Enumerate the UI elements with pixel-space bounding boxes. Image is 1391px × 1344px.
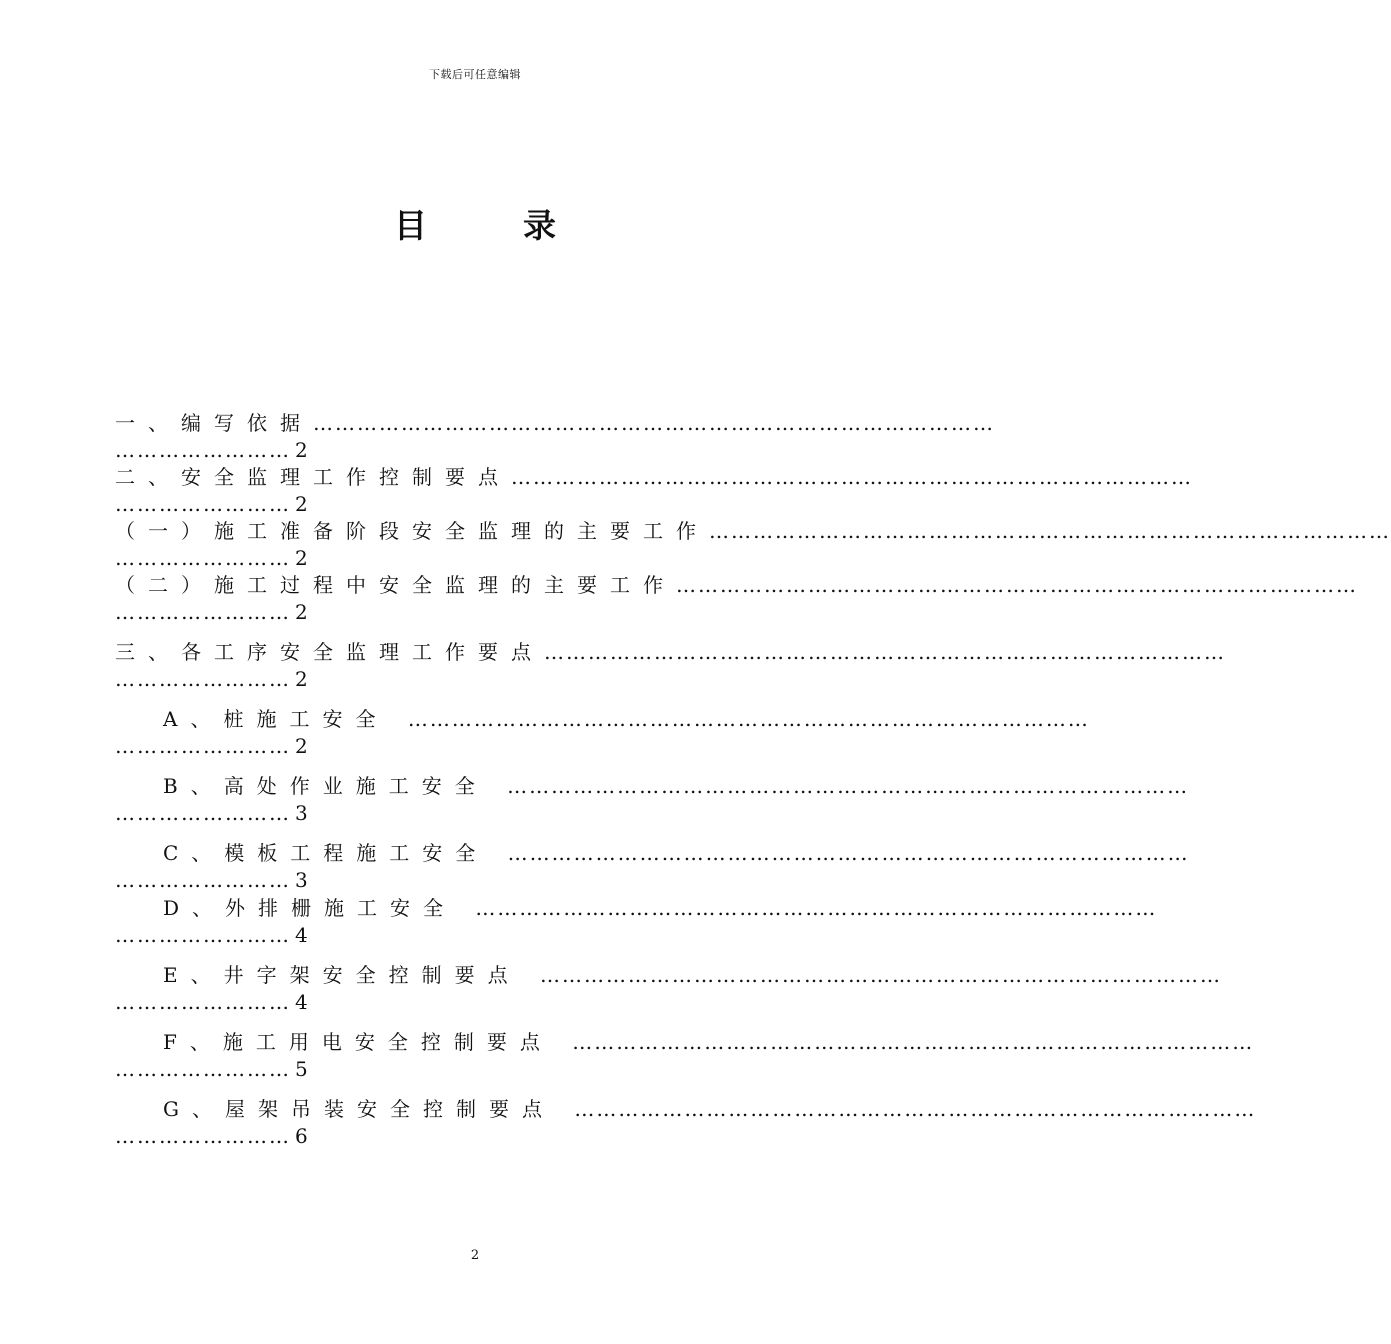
toc-page-number: 6	[295, 1124, 308, 1148]
toc-entry-label: E、井字架安全控制要点	[163, 963, 540, 987]
title-char-1: 目	[394, 206, 427, 245]
toc-leader: …………………………………………………………………………………	[539, 963, 1222, 987]
toc-leader: ……………………	[115, 868, 291, 892]
toc-entry-label: C、模板工程施工安全	[163, 841, 508, 865]
toc-entry-label: （二）施工过程中安全监理的主要工作	[115, 573, 676, 597]
toc-entry-label: （一）施工准备阶段安全监理的主要工作	[115, 519, 709, 543]
toc-entry-8[interactable]	[115, 840, 1190, 894]
toc-page-number: 2	[295, 438, 308, 462]
toc-entry-label: F、施工用电安全控制要点	[163, 1030, 573, 1054]
toc-entry-2[interactable]	[115, 464, 1193, 518]
toc-entry-label: B、高处作业施工安全	[163, 774, 508, 798]
toc-page-number: 2	[295, 667, 308, 691]
toc-leader: ……………………	[115, 923, 291, 947]
toc-leader: …………………………………………………………………………………	[572, 1030, 1255, 1054]
toc-entry-1[interactable]	[115, 410, 995, 464]
toc-leader: …………………………………………………………………………………	[475, 896, 1158, 920]
toc-entry-9[interactable]	[115, 895, 1158, 949]
toc-entry-4[interactable]	[115, 572, 1358, 626]
toc-entry-12[interactable]	[115, 1096, 1257, 1150]
toc-leader: …………………………………………………………………………………	[544, 640, 1226, 664]
toc-page-number: 2	[295, 492, 308, 516]
toc-leader: ……………………	[115, 801, 291, 825]
toc-page-number: 3	[295, 868, 308, 892]
toc-leader: ……………………	[115, 734, 291, 758]
toc-leader: …………………………………………………………………………………	[507, 841, 1190, 865]
toc-leader: …………………………………………………………………………………	[511, 465, 1193, 489]
toc-leader: …………………………………………………………………………………	[507, 774, 1190, 798]
page-header: 下载后可任意编辑	[429, 68, 521, 81]
toc-leader: ……………………	[115, 667, 291, 691]
toc-entry-10[interactable]	[115, 962, 1222, 1016]
toc-entry-7[interactable]	[115, 773, 1190, 827]
page-title	[0, 200, 950, 247]
toc-leader: …………………………………………………………………………………	[709, 519, 1391, 543]
toc-entry-label: 二、安全监理工作控制要点	[115, 465, 511, 489]
toc-entry-label: 一、编写依据	[115, 411, 313, 435]
toc-page-number: 2	[295, 546, 308, 570]
toc-page-number: 3	[295, 801, 308, 825]
toc-entry-3[interactable]	[115, 518, 1391, 572]
toc-entry-5[interactable]	[115, 639, 1226, 693]
toc-page-number: 2	[295, 734, 308, 758]
toc-leader: …………………………………………………………………………………	[574, 1097, 1257, 1121]
toc-page-number: 4	[295, 923, 308, 947]
toc-entry-label: D、外排栅施工安全	[163, 896, 476, 920]
toc-leader: …………………………………………………………………………………	[407, 707, 1090, 731]
toc-leader: ……………………	[115, 990, 291, 1014]
toc-leader: ……………………	[115, 438, 291, 462]
toc-entry-6[interactable]	[115, 706, 1090, 760]
toc-leader: …………………………………………………………………………………	[676, 573, 1358, 597]
toc-leader: …………………………………………………………………………………	[313, 411, 995, 435]
toc-leader: ……………………	[115, 492, 291, 516]
footer-page-number: 2	[470, 1248, 480, 1263]
toc-entry-11[interactable]	[115, 1029, 1255, 1083]
title-char-2: 录	[523, 206, 556, 245]
toc-entry-label: G、屋架吊装安全控制要点	[163, 1097, 575, 1121]
toc-leader: ……………………	[115, 546, 291, 570]
toc-page-number: 5	[295, 1057, 308, 1081]
toc-page-number: 4	[295, 990, 308, 1014]
toc-page-number: 2	[295, 600, 308, 624]
toc-entry-label: A、桩施工安全	[163, 707, 408, 731]
toc-leader: ……………………	[115, 600, 291, 624]
toc-leader: ……………………	[115, 1057, 291, 1081]
toc-entry-label: 三、各工序安全监理工作要点	[115, 640, 544, 664]
toc-leader: ……………………	[115, 1124, 291, 1148]
